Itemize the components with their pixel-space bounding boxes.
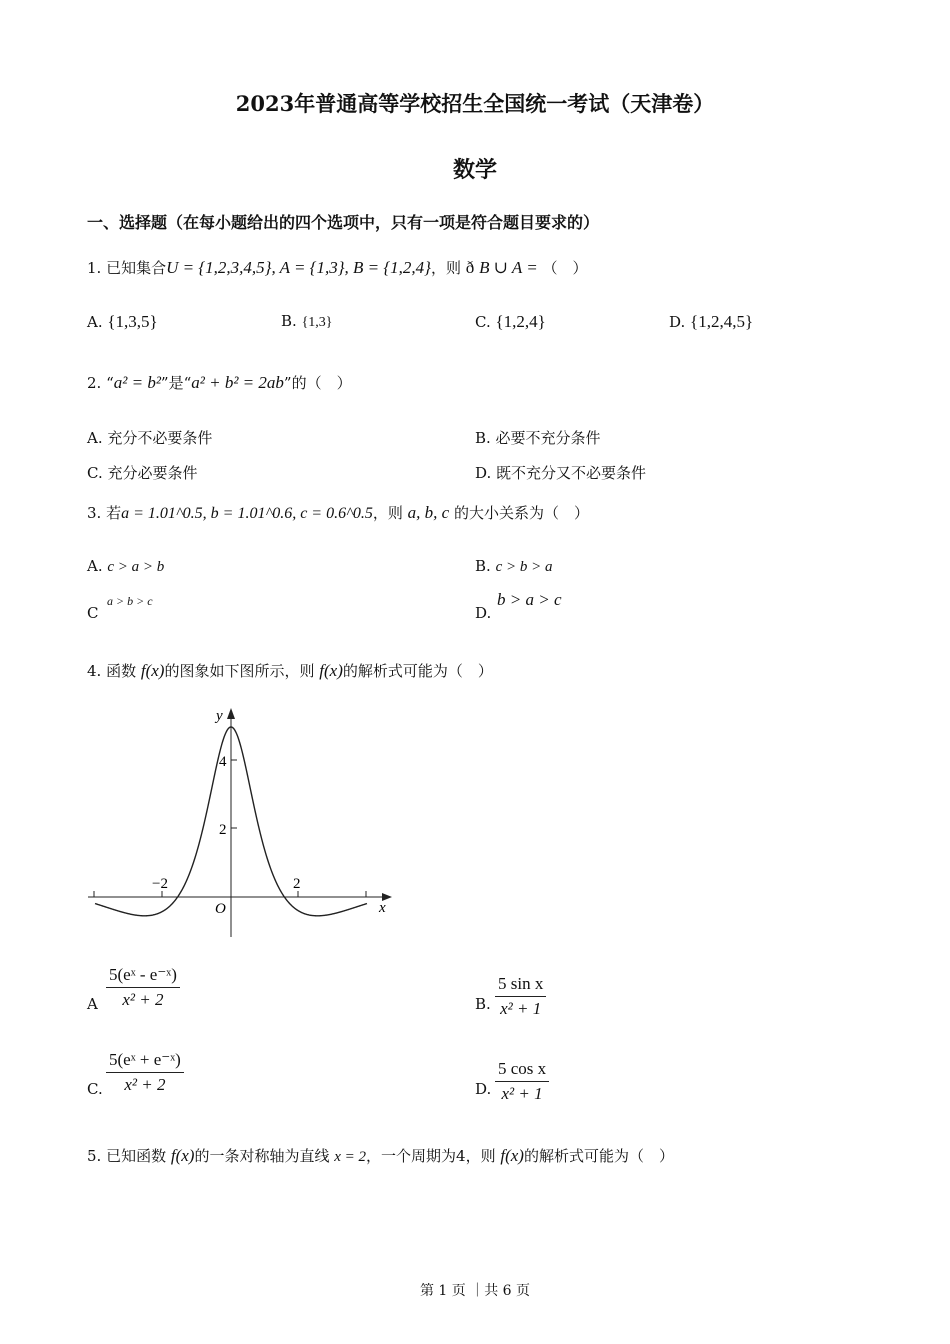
q4-option-c-fraction: [106, 1050, 184, 1095]
question-3: [87, 502, 589, 523]
question-4-suffix: 的解析式可能为（ ）: [342, 662, 493, 680]
q4-option-b-fraction: [495, 974, 546, 1019]
q1-option-b-label: B.: [281, 312, 297, 330]
q3-option-b-label: B.: [475, 557, 491, 575]
question-5-middle: 的一条对称轴为直线: [194, 1147, 330, 1165]
question-5-middle-b: ，一个周期为4，则: [366, 1147, 496, 1165]
section-heading: 一、选择题（在每小题给出的四个选项中，只有一项是符合题目要求的）: [87, 213, 600, 232]
q1-option-b: [281, 312, 333, 331]
question-2-suffix: ”的（ ）: [283, 374, 352, 392]
page-title: 2023年普通高等学校招生全国统一考试（天津卷）: [235, 91, 715, 116]
question-5-suffix: 的解析式可能为（ ）: [523, 1147, 674, 1165]
q4-option-d-numerator: 5 cos x: [495, 1059, 549, 1082]
question-4: [87, 660, 493, 681]
question-5-math-c: f(x): [500, 1146, 524, 1165]
q1-option-c-value: {1,2,4}: [495, 312, 546, 331]
question-1-math-b: B ∪ A =: [479, 258, 538, 277]
question-3-prefix: 3. 若: [87, 504, 122, 522]
question-4-prefix: 4. 函数: [87, 662, 137, 680]
q4-option-a-numerator: 5(eˣ - e⁻ˣ): [106, 965, 180, 988]
q4-option-a-label: A: [87, 995, 98, 1013]
question-1-prefix: 1. 已知集合: [87, 259, 167, 277]
question-1-math: U = {1,2,3,4,5}, A = {1,3}, B = {1,2,4}: [166, 258, 431, 277]
question-5-math: f(x): [170, 1146, 195, 1165]
page-footer: 第 1 页 ｜共 6 页: [419, 1283, 531, 1299]
q3-option-a: [87, 557, 164, 576]
q3-option-d-label: D.: [475, 604, 492, 622]
question-5: [87, 1145, 674, 1166]
q3-option-b-value: c > b > a: [495, 559, 553, 575]
q4-option-b-denominator: x² + 1: [500, 999, 542, 1018]
question-4-middle: 的图象如下图所示，则: [164, 662, 315, 680]
q4-option-a-denominator: x² + 2: [122, 990, 164, 1009]
question-2-prefix: 2. “: [87, 374, 114, 392]
q4-option-c-denominator: x² + 2: [124, 1075, 166, 1094]
y-tick-label-2: 2: [219, 822, 227, 838]
q4-option-c-label: C.: [87, 1080, 103, 1098]
q3-option-c-value: a > b > c: [107, 594, 153, 608]
q1-option-d-value: {1,2,4,5}: [690, 312, 754, 331]
q3-option-d-value: b > a > c: [497, 590, 562, 609]
q1-option-b-value: {1,3}: [301, 315, 333, 330]
question-3-math: a = 1.01^0.5, b = 1.01^0.6, c = 0.6^0.5: [121, 505, 373, 522]
question-1: [87, 257, 587, 278]
question-2-math-b: a² + b² = 2ab: [191, 373, 284, 392]
question-1-suffix: （ ）: [542, 259, 588, 277]
question-2-middle: ”是“: [160, 374, 192, 392]
function-graph: [80, 700, 410, 945]
question-4-math-b: f(x): [319, 661, 343, 680]
q1-option-a: [87, 312, 158, 332]
q4-option-a-fraction: [106, 965, 180, 1010]
question-5-math-b: x = 2: [334, 1149, 367, 1165]
q1-option-c: [475, 312, 546, 332]
question-2: [87, 372, 352, 393]
q3-option-c-label: C: [87, 604, 99, 622]
q2-option-b: B. 必要不充分条件: [475, 429, 601, 447]
q2-option-a: A. 充分不必要条件: [87, 429, 213, 447]
question-5-prefix: 5. 已知函数: [87, 1147, 167, 1165]
origin-label: O: [215, 901, 226, 917]
q3-option-a-label: A.: [87, 557, 103, 575]
question-2-math: a² = b²: [113, 373, 161, 392]
q1-option-c-label: C.: [475, 313, 491, 331]
question-1-middle: ，则: [430, 259, 461, 277]
question-4-math: f(x): [140, 661, 165, 680]
y-axis-arrow: [227, 708, 235, 719]
y-tick-label-4: 4: [219, 754, 227, 770]
q3-option-a-value: c > a > b: [107, 559, 165, 575]
question-3-suffix: 的大小关系为（ ）: [453, 504, 589, 522]
q1-option-d-label: D.: [669, 313, 686, 331]
q4-option-d-denominator: x² + 1: [501, 1084, 543, 1103]
q4-option-d-fraction: [495, 1059, 549, 1104]
question-1-complement-symbol: ð: [465, 258, 475, 277]
q1-option-a-value: {1,3,5}: [107, 312, 158, 331]
subject-title: 数学: [452, 157, 497, 183]
question-3-middle: ，则: [372, 504, 403, 522]
q4-option-b-label: B.: [475, 995, 491, 1013]
q1-option-a-label: A.: [87, 313, 103, 331]
q2-option-d: D. 既不充分又不必要条件: [475, 464, 647, 482]
x-tick-label-pos2: 2: [293, 876, 301, 892]
x-tick-label-neg2: −2: [152, 876, 168, 892]
x-axis-label: x: [379, 900, 386, 916]
q3-option-b: [475, 557, 552, 576]
q2-option-c: C. 充分必要条件: [87, 464, 198, 482]
question-3-math-b: a, b, c: [407, 503, 450, 522]
q4-option-d-label: D.: [475, 1080, 492, 1098]
q1-option-d: [669, 312, 753, 332]
y-axis-label: y: [216, 708, 223, 724]
q4-option-b-numerator: 5 sin x: [495, 974, 546, 997]
q4-option-c-numerator: 5(eˣ + e⁻ˣ): [106, 1050, 184, 1073]
